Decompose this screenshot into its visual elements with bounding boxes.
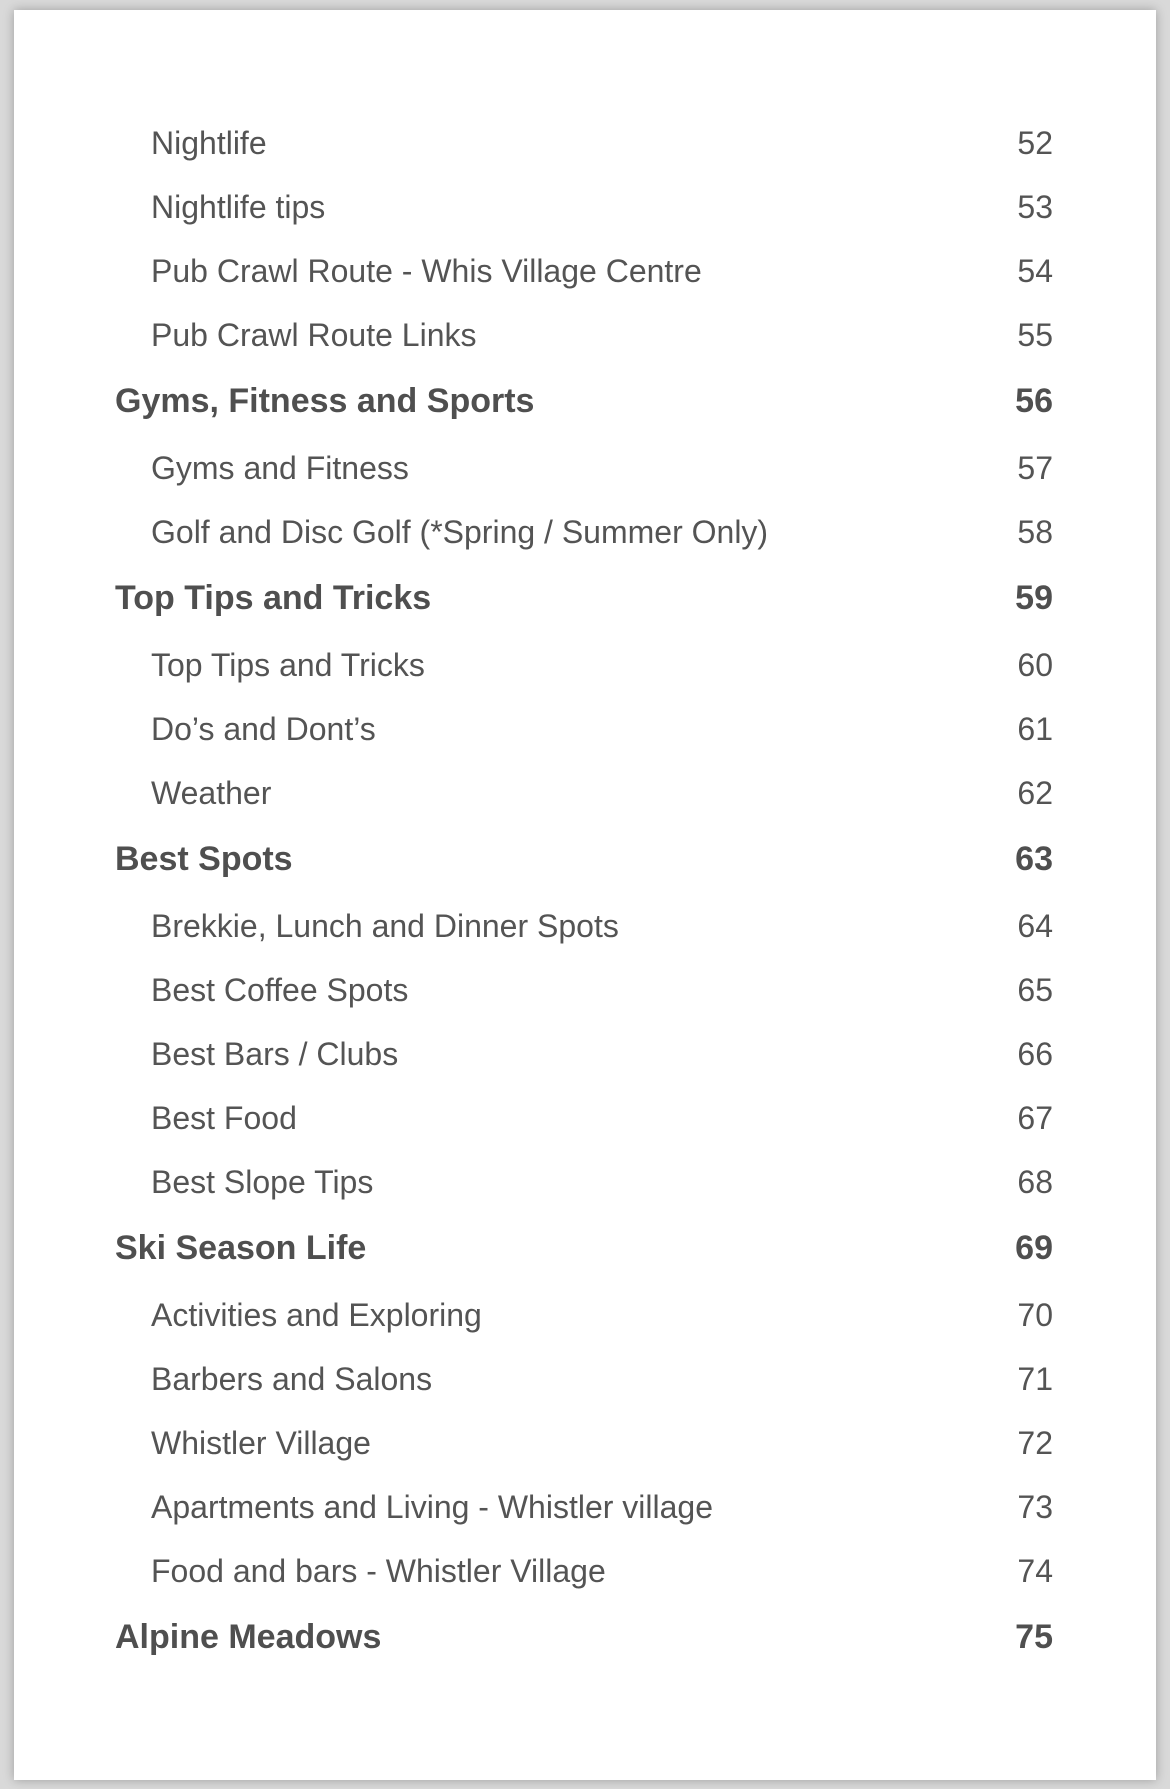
toc-entry-page: 71	[1017, 1360, 1053, 1397]
toc-entry-title: Apartments and Living - Whistler village	[151, 1488, 714, 1525]
toc-entry-activities-exploring[interactable]	[115, 1283, 1053, 1347]
toc-section-top-tips[interactable]	[115, 564, 1053, 633]
toc-entry-whistler-village[interactable]	[115, 1411, 1053, 1475]
toc-entry-title: Activities and Exploring	[151, 1296, 482, 1333]
toc-section-title: Alpine Meadows	[115, 1618, 382, 1656]
toc-entry-page: 55	[1017, 316, 1053, 353]
toc-entry-page: 72	[1017, 1424, 1053, 1461]
toc-entry-page: 61	[1017, 710, 1053, 747]
toc-entry-title: Best Bars / Clubs	[151, 1035, 399, 1072]
toc-section-page: 69	[1015, 1229, 1053, 1267]
toc-entry-page: 53	[1017, 188, 1053, 225]
toc-entry-best-coffee[interactable]	[115, 958, 1053, 1022]
toc-section-page: 56	[1015, 382, 1053, 420]
toc-entry-title: Brekkie, Lunch and Dinner Spots	[151, 907, 619, 944]
toc-entry-page: 74	[1017, 1552, 1053, 1589]
toc-entry-page: 73	[1017, 1488, 1053, 1525]
toc-entry-title: Top Tips and Tricks	[151, 646, 425, 683]
toc-section-gyms-fitness-sports[interactable]	[115, 367, 1053, 436]
toc-section-title: Ski Season Life	[115, 1229, 367, 1267]
toc-entry-top-tips[interactable]	[115, 633, 1053, 697]
toc-entry-pub-crawl-route[interactable]	[115, 239, 1053, 303]
toc-entry-title: Best Food	[151, 1099, 297, 1136]
toc-entry-food-bars-whistler[interactable]	[115, 1539, 1053, 1603]
toc-entry-title: Nightlife tips	[151, 188, 326, 225]
document-page	[14, 10, 1156, 1780]
toc-entry-title: Pub Crawl Route - Whis Village Centre	[151, 252, 702, 289]
toc-entry-title: Nightlife	[151, 124, 267, 161]
toc-entry-title: Barbers and Salons	[151, 1360, 433, 1397]
toc-section-title: Top Tips and Tricks	[115, 579, 432, 617]
toc-entry-title: Gyms and Fitness	[151, 449, 409, 486]
toc-entry-title: Do’s and Dont’s	[151, 710, 376, 747]
toc-entry-page: 67	[1017, 1099, 1053, 1136]
toc-entry-title: Food and bars - Whistler Village	[151, 1552, 606, 1589]
toc-entry-page: 52	[1017, 124, 1053, 161]
toc-entry-best-slope-tips[interactable]	[115, 1150, 1053, 1214]
toc-entry-page: 62	[1017, 774, 1053, 811]
toc-entry-brekkie-lunch-dinner[interactable]	[115, 894, 1053, 958]
toc-entry-golf-disc-golf[interactable]	[115, 500, 1053, 564]
toc-entry-nightlife[interactable]	[115, 111, 1053, 175]
toc-section-title: Best Spots	[115, 840, 293, 878]
toc-entry-dos-donts[interactable]	[115, 697, 1053, 761]
toc-section-ski-season-life[interactable]	[115, 1214, 1053, 1283]
toc-entry-page: 68	[1017, 1163, 1053, 1200]
toc-entry-best-food[interactable]	[115, 1086, 1053, 1150]
toc-entry-page: 58	[1017, 513, 1053, 550]
toc-entry-pub-crawl-links[interactable]	[115, 303, 1053, 367]
toc-section-title: Gyms, Fitness and Sports	[115, 382, 535, 420]
toc-entry-gyms-fitness[interactable]	[115, 436, 1053, 500]
toc-entry-page: 57	[1017, 449, 1053, 486]
toc-entry-title: Pub Crawl Route Links	[151, 316, 477, 353]
toc-entry-apartments-living[interactable]	[115, 1475, 1053, 1539]
toc-section-page: 75	[1015, 1618, 1053, 1656]
toc-entry-title: Best Slope Tips	[151, 1163, 374, 1200]
toc-entry-nightlife-tips[interactable]	[115, 175, 1053, 239]
toc-entry-page: 64	[1017, 907, 1053, 944]
toc-entry-page: 65	[1017, 971, 1053, 1008]
toc-section-best-spots[interactable]	[115, 825, 1053, 894]
toc-entry-title: Whistler Village	[151, 1424, 371, 1461]
toc-section-alpine-meadows[interactable]	[115, 1603, 1053, 1672]
toc-entry-title: Weather	[151, 774, 272, 811]
toc-entry-barbers-salons[interactable]	[115, 1347, 1053, 1411]
toc-entry-title: Best Coffee Spots	[151, 971, 409, 1008]
toc-section-page: 63	[1015, 840, 1053, 878]
toc-entry-page: 66	[1017, 1035, 1053, 1072]
toc-entry-page: 60	[1017, 646, 1053, 683]
toc-entry-best-bars-clubs[interactable]	[115, 1022, 1053, 1086]
toc-entry-page: 70	[1017, 1296, 1053, 1333]
toc-entry-weather[interactable]	[115, 761, 1053, 825]
toc-section-page: 59	[1015, 579, 1053, 617]
table-of-contents	[115, 111, 1053, 1672]
toc-entry-page: 54	[1017, 252, 1053, 289]
toc-entry-title: Golf and Disc Golf (*Spring / Summer Only)	[151, 513, 769, 550]
